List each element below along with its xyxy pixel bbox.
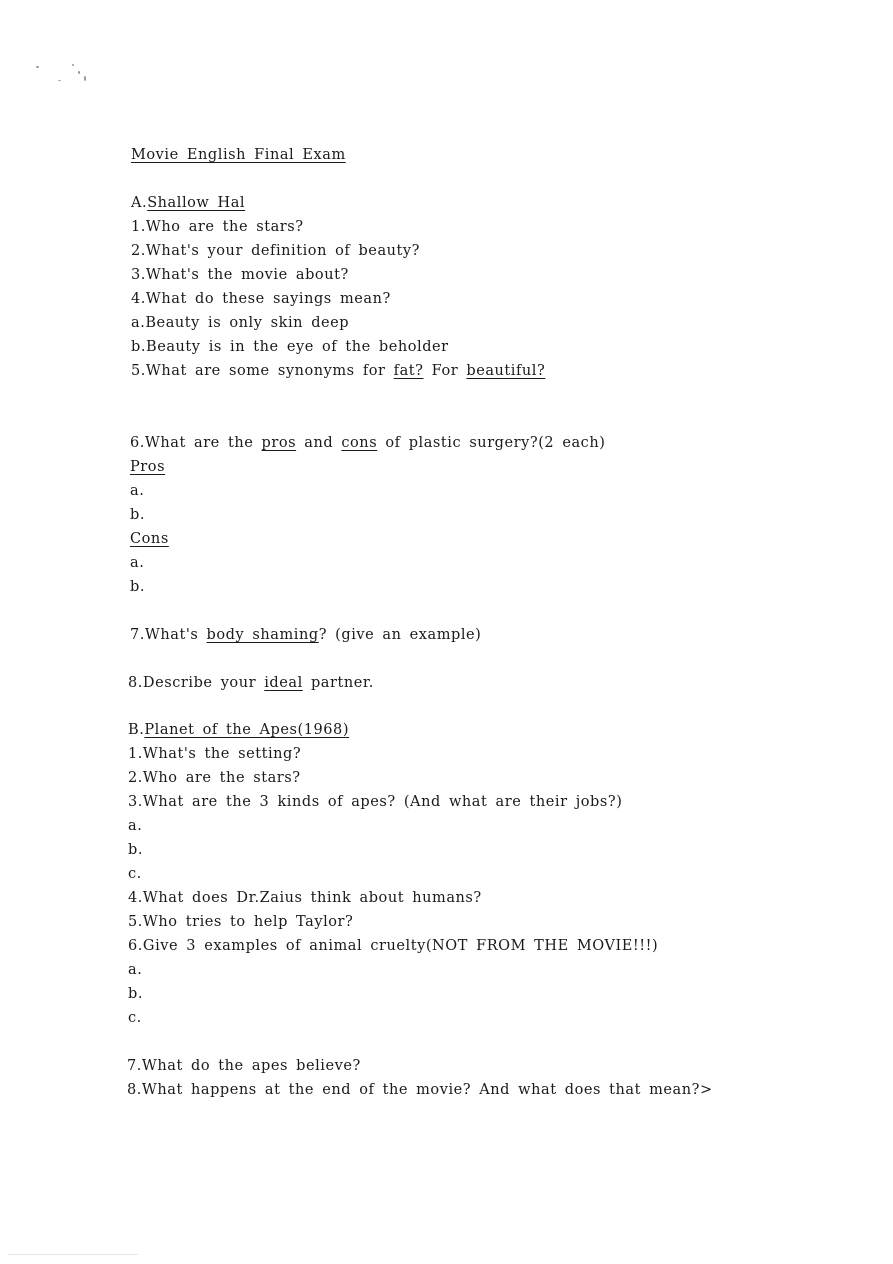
cruelty-item-c: c. <box>128 1010 142 1026</box>
cons-heading <box>130 530 169 548</box>
section-a-title: Shallow Hal <box>147 195 246 211</box>
cons-heading-text: Cons <box>130 531 169 547</box>
q6-pros: pros <box>261 435 297 451</box>
q5-mid: For <box>423 363 467 379</box>
pros-heading <box>130 458 165 476</box>
section-b-question-4: 4.What does Dr.Zaius think about humans? <box>128 890 482 906</box>
cons-item-a: a. <box>130 555 145 571</box>
saying-b: b.Beauty is in the eye of the beholder <box>131 339 449 355</box>
section-a-question-6 <box>130 434 605 452</box>
scan-speck <box>36 66 39 68</box>
pros-item-b: b. <box>130 507 145 523</box>
section-b-question-3: 3.What are the 3 kinds of apes? (And what are their jobs?) <box>128 794 623 810</box>
section-a-question-5 <box>131 362 545 380</box>
q6-end: of plastic surgery?(2 each) <box>377 435 606 451</box>
section-a-question-4: 4.What do these sayings mean? <box>131 291 391 307</box>
q7-start: 7.What's <box>130 627 207 643</box>
section-b-heading <box>128 721 349 739</box>
scan-speck <box>72 64 74 66</box>
section-b-question-7: 7.What do the apes believe? <box>127 1058 361 1074</box>
q8-end: partner. <box>302 675 374 691</box>
scan-speck <box>84 76 86 81</box>
scan-speck <box>78 71 80 74</box>
q8-term: ideal <box>264 675 303 691</box>
q6-cons: cons <box>341 435 378 451</box>
section-a-question-1: 1.Who are the stars? <box>131 219 304 235</box>
section-b-question-8: 8.What happens at the end of the movie? And what does that mean?> <box>127 1082 713 1098</box>
section-a-heading <box>131 194 245 212</box>
section-b-prefix: B. <box>128 722 145 738</box>
cruelty-item-a: a. <box>128 962 143 978</box>
section-b-question-5: 5.Who tries to help Taylor? <box>128 914 354 930</box>
section-a-question-2: 2.What's your definition of beauty? <box>131 243 420 259</box>
q7-term: body shaming <box>206 627 319 643</box>
saying-a: a.Beauty is only skin deep <box>131 315 350 331</box>
scan-speck <box>58 80 61 81</box>
q6-and: and <box>296 435 342 451</box>
q5-start: 5.What are some synonyms for <box>131 363 394 379</box>
section-a-question-7 <box>130 626 481 644</box>
q5-beautiful: beautiful? <box>466 363 546 379</box>
scan-edge-line <box>8 1254 138 1255</box>
section-a-question-3: 3.What's the movie about? <box>131 267 349 283</box>
pros-item-a: a. <box>130 483 145 499</box>
section-a-prefix: A. <box>131 195 148 211</box>
q6-start: 6.What are the <box>130 435 262 451</box>
exam-title <box>131 146 346 164</box>
exam-title-text: Movie English Final Exam <box>131 147 346 163</box>
cruelty-item-b: b. <box>128 986 143 1002</box>
cons-item-b: b. <box>130 579 145 595</box>
q8-start: 8.Describe your <box>128 675 265 691</box>
apes-item-b: b. <box>128 842 143 858</box>
apes-item-a: a. <box>128 818 143 834</box>
section-b-question-6: 6.Give 3 examples of animal cruelty(NOT FROM THE MOVIE!!!) <box>128 938 659 954</box>
section-b-title: Planet of the Apes(1968) <box>144 722 350 738</box>
q7-end: ? (give an example) <box>318 627 482 643</box>
section-a-question-8 <box>128 674 374 692</box>
q5-fat: fat? <box>393 363 424 379</box>
pros-heading-text: Pros <box>130 459 166 475</box>
section-b-question-2: 2.Who are the stars? <box>128 770 301 786</box>
apes-item-c: c. <box>128 866 142 882</box>
section-b-question-1: 1.What's the setting? <box>128 746 302 762</box>
